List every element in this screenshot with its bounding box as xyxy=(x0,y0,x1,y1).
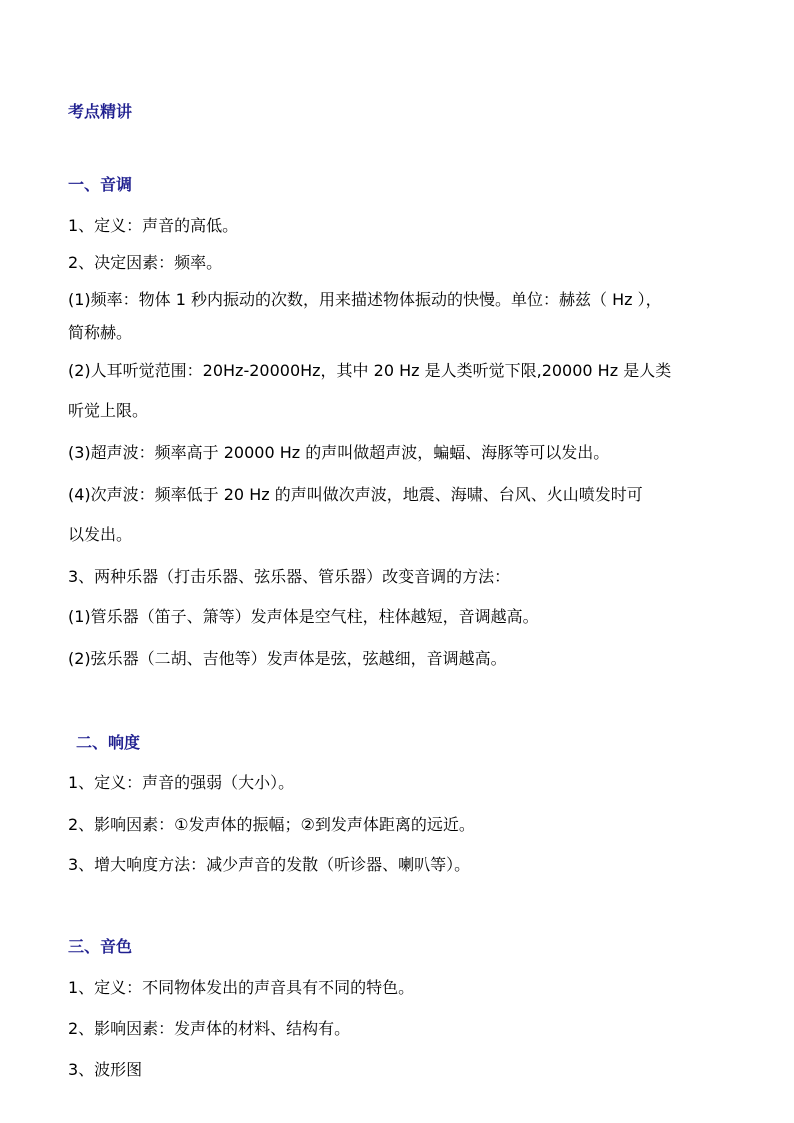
text-line: 1、定义：声音的强弱（大小）。 xyxy=(68,773,295,792)
text-line: 3、增大响度方法：减少声音的发散（听诊器、喇叭等）。 xyxy=(68,855,471,874)
page-title: 考点精讲 xyxy=(68,102,133,121)
text-line: 1、定义：声音的高低。 xyxy=(68,216,239,235)
text-line: 简称赫。 xyxy=(68,323,133,342)
text-line: (1)频率：物体 1 秒内振动的次数，用来描述物体振动的快慢。单位：赫兹（ Hz ）， xyxy=(68,290,662,309)
text-line: 1、定义：不同物体发出的声音具有不同的特色。 xyxy=(68,978,415,997)
text-line: 2、决定因素：频率。 xyxy=(68,253,223,272)
section-heading-pitch: 一、音调 xyxy=(68,175,133,194)
section-heading-timbre: 三、音色 xyxy=(68,937,133,956)
text-line: (2)人耳听觉范围：20Hz-20000Hz，其中 20 Hz 是人类听觉下限,20000 Hz 是人类 xyxy=(68,361,672,380)
text-line: 3、两种乐器（打击乐器、弦乐器、管乐器）改变音调的方法： xyxy=(68,567,511,586)
text-line: (1)管乐器（笛子、箫等）发声体是空气柱，柱体越短，音调越高。 xyxy=(68,607,539,626)
text-line: 以发出。 xyxy=(68,525,133,544)
text-line: (3)超声波：频率高于 20000 Hz 的声叫做超声波，蝙蝠、海豚等可以发出。 xyxy=(68,443,610,462)
text-line: 2、影响因素：发声体的材料、结构有。 xyxy=(68,1019,351,1038)
text-line: (2)弦乐器（二胡、吉他等）发声体是弦，弦越细，音调越高。 xyxy=(68,649,507,668)
section-heading-loudness: 二、响度 xyxy=(76,733,141,752)
text-line: (4)次声波：频率低于 20 Hz 的声叫做次声波，地震、海啸、台风、火山喷发时可 xyxy=(68,485,643,504)
text-line: 2、影响因素：①发声体的振幅；②到发声体距离的远近。 xyxy=(68,815,475,834)
text-line: 听觉上限。 xyxy=(68,401,149,420)
text-line: 3、波形图 xyxy=(68,1060,143,1079)
